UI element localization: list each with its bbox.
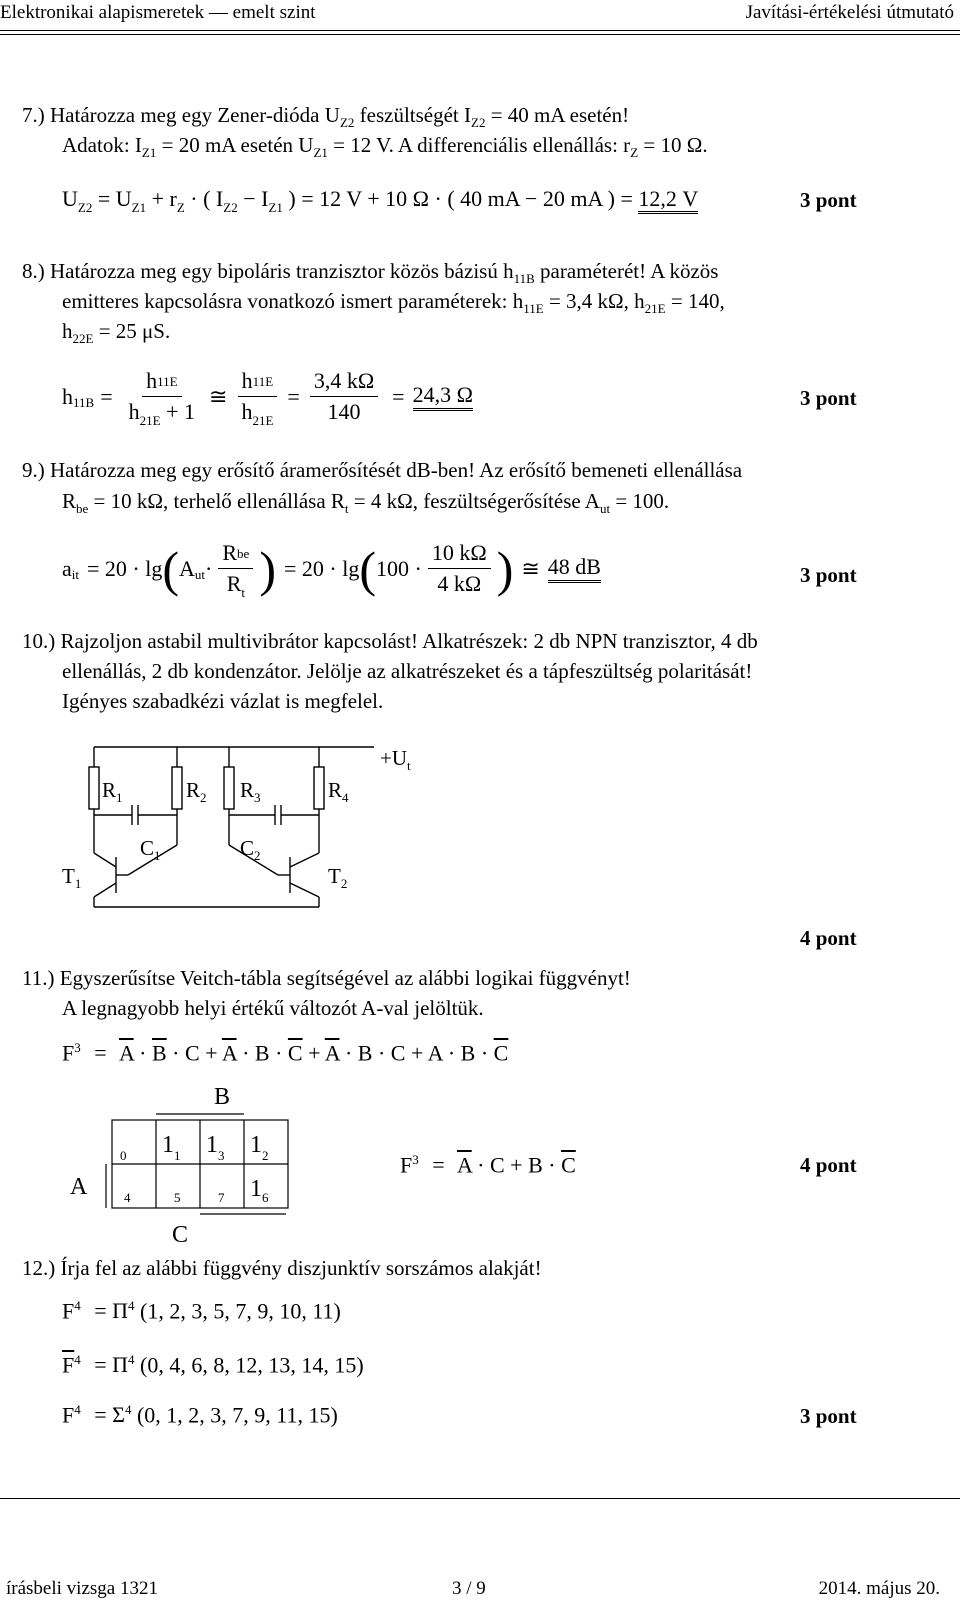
- q11-line2: A legnagyobb helyi értékű változót A-val jelöltük.: [62, 996, 484, 1020]
- veitch-label-b: B: [213, 1084, 231, 1110]
- r1-label: $R_1$: [102, 778, 123, 805]
- veitch-map: [60, 1078, 320, 1248]
- q7-equation: $U_{Z2} = U_{Z1} + r_Z$ · ( $I_{Z2} - I_{Z1}$ ) = 12 V + 10 Ω · ( 40 mA − 20 mA ) = 12,2 V: [62, 186, 699, 215]
- q8-frac1: $\frac{h11E}{h_{21E} + 1}$: [128, 368, 195, 428]
- q8-score: 3 pont: [800, 386, 857, 410]
- c2-label: $C_2$: [240, 836, 261, 863]
- q7-result: 12,2 V: [638, 186, 698, 214]
- r3-label: $R_3$: [240, 778, 261, 805]
- veitch-idx-1: 1: [174, 1148, 181, 1163]
- veitch-val-1: 1: [162, 1132, 174, 1158]
- r4-label: $R_4$: [328, 778, 349, 805]
- q11-term-4: $A \cdot B \cdot \overline{C}$: [427, 1040, 509, 1066]
- q7-line1: 7.) Határozza meg egy Zener-dióda $U_{Z2}$ feszültségét $I_{Z2} = 40$ mA esetén!: [22, 103, 630, 131]
- veitch-idx-6: 6: [262, 1190, 269, 1205]
- q8-result: 24,3 Ω: [413, 382, 473, 411]
- q12-line1: 12.) Írja fel az alábbi függvény diszjunktív sorszámos alakját!: [22, 1256, 542, 1280]
- header-left: Elektronikai alapismeretek — emelt szint: [0, 2, 316, 23]
- veitch-idx-0: 0: [120, 1148, 127, 1163]
- q8-frac2: $\frac{h11E}{h_{21E}}$: [237, 368, 277, 425]
- footer-left: írásbeli vizsga 1321: [6, 1578, 158, 1599]
- q11-term-3: $\overline{A} \cdot B \cdot C$: [324, 1040, 406, 1066]
- q12-score: 3 pont: [800, 1404, 857, 1428]
- q10-line2: ellenállás, 2 db kondenzátor. Jelölje az alkatrészeket és a tápfeszültség polaritását!: [62, 659, 753, 683]
- q12-eq3: $F^4 = \Sigma^4$ (0, 1, 2, 3, 7, 9, 11, 15): [62, 1402, 338, 1428]
- q10-line1: 10.) Rajzoljon astabil multivibrátor kapcsolást! Alkatrészek: 2 db NPN tranzisztor, 4 db: [22, 629, 758, 653]
- veitch-idx-5: 5: [174, 1190, 181, 1205]
- q9-result: 48 dB: [548, 554, 601, 583]
- q11-result: $F^3 = \overline{A} \cdot C + B \cdot \overline{C}$: [400, 1152, 576, 1178]
- q12-eq1: $F^4 = \Pi^4$ (1, 2, 3, 5, 7, 9, 10, 11): [62, 1298, 341, 1324]
- q9-frac2: $\frac{10 k\Omega}{4 k\Omega}$: [428, 540, 491, 597]
- q8-frac3: $\frac{3,4 k\Omega}{140}$: [310, 368, 378, 425]
- veitch-idx-7: 7: [218, 1190, 225, 1205]
- footer-right: 2014. május 20.: [818, 1578, 940, 1599]
- veitch-idx-4: 4: [124, 1190, 131, 1205]
- q8-line3: $h_{22E} = 25$ μS.: [62, 319, 171, 347]
- q11-term-2: $\overline{A} \cdot B \cdot \overline{C}$: [221, 1040, 303, 1066]
- q9-score: 3 pont: [800, 563, 857, 587]
- q9-line2: $R_{be} = 10$ kΩ, terhelő ellenállása $R_t = 4$ kΩ, feszültségerősítése $A_{ut} = 100$.: [62, 489, 670, 517]
- q8-line1: 8.) Határozza meg egy bipoláris tranzisztor közös bázisú $h_{11B}$ paraméterét! A közös: [22, 259, 719, 287]
- footer-rule: [0, 1498, 960, 1499]
- veitch-idx-3: 3: [218, 1148, 225, 1163]
- q8-line2: emitteres kapcsolásra vonatkozó ismert paraméterek: $h_{11E} = 3,4$ kΩ, $h_{21E} = 140$,: [62, 289, 725, 317]
- veitch-val-6: 1: [250, 1176, 262, 1202]
- header-rule: [0, 30, 960, 31]
- q7-line2: Adatok: $I_{Z1} = 20$ mA esetén $U_{Z1} = 12$ V. A differenciális ellenállás: $r_Z = 10$ Ω.: [62, 133, 708, 161]
- r2-label: $R_2$: [186, 778, 207, 805]
- supply-voltage-label: $+U_t$: [380, 746, 411, 773]
- q7-score: 3 pont: [800, 188, 857, 212]
- header-rule-2: [0, 34, 960, 35]
- q9-frac1: $\frac{\text{Rbe}}{R_t}$: [218, 540, 253, 597]
- q12-eq2: $\overline{F}^4 = \Pi^4$ (0, 4, 6, 8, 12, 13, 14, 15): [62, 1352, 364, 1378]
- q10-score: 4 pont: [800, 926, 857, 950]
- veitch-label-c: C: [171, 1222, 189, 1248]
- veitch-label-a: A: [70, 1174, 88, 1200]
- veitch-idx-2: 2: [262, 1148, 269, 1163]
- t1-label: $T_1$: [62, 864, 82, 891]
- c1-label: $C_1$: [140, 836, 161, 863]
- q10-line3: Igényes szabadkézi vázlat is megfelel.: [62, 689, 384, 713]
- veitch-val-2: 1: [250, 1132, 262, 1158]
- q8-equation: h 11B = $\frac{h11E}{h_{21E} + 1}$ ≅ $\frac{h11E}{h_{21E}}$ = $\frac{3,4 k\Omega}{140}$ = 24,3 Ω: [62, 368, 473, 428]
- q11-equation: $F^3 = \overline{A} \cdot \overline{B} \cdot C + \overline{A} \cdot B \cdot \overline{C} + \overline{A} \cdot B \cdot C + A \cdot B \cdot \overline{C}$: [62, 1040, 509, 1066]
- q11-line1: 11.) Egyszerűsítse Veitch-tábla segítségével az alábbi logikai függvényt!: [22, 966, 631, 990]
- veitch-val-3: 1: [206, 1132, 218, 1158]
- q11-score: 4 pont: [800, 1153, 857, 1177]
- q9-line1: 9.) Határozza meg egy erősítő áramerősítését dB-ben! Az erősítő bemeneti ellenállása: [22, 458, 743, 482]
- t2-label: $T_2$: [328, 864, 348, 891]
- footer-page: 3 / 9: [452, 1578, 486, 1599]
- astable-multivibrator-schematic: [40, 735, 440, 915]
- header-right: Javítási-értékelési útmutató: [745, 2, 954, 23]
- q9-equation: a it = 20 · lg ( A ut · $\frac{\text{Rbe}}{R_t}$ ) = 20 · lg ( 100 · $\frac{10 k\Omega}{4 k\Omega}$ ) ≅ 48 dB: [62, 540, 601, 600]
- q11-term-1: $\overline{A} \cdot \overline{B} \cdot C$: [118, 1040, 200, 1066]
